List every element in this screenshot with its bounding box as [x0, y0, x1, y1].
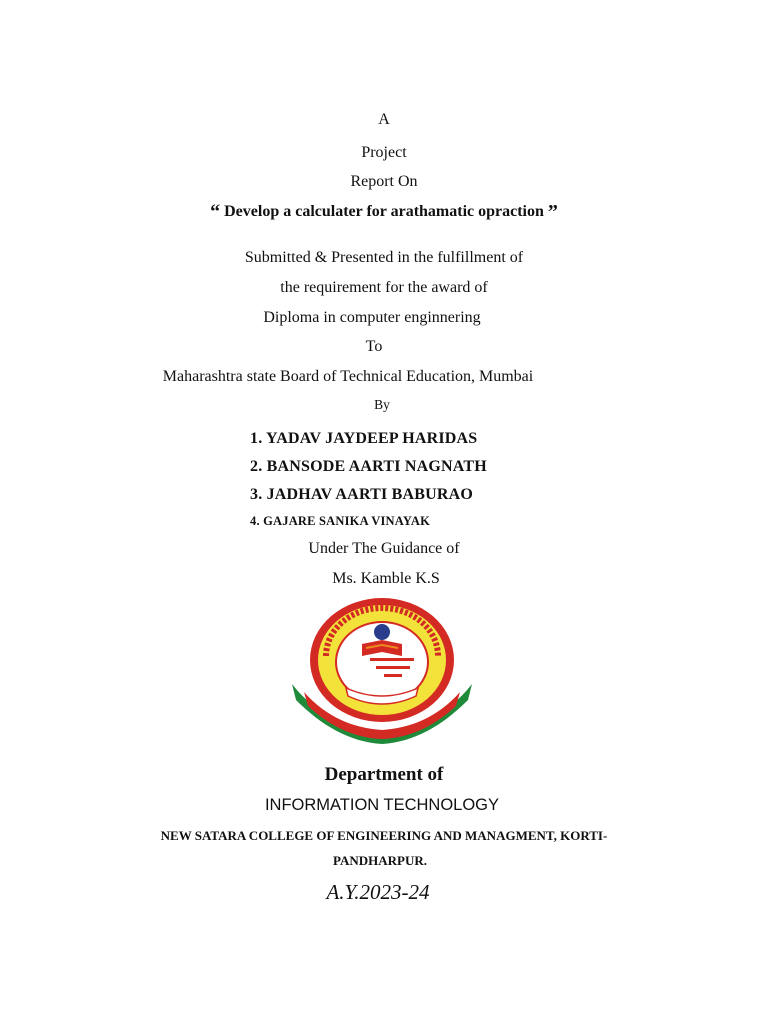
student-4: 4. GAJARE SANIKA VINAYAK: [250, 514, 431, 528]
college-emblem-icon: [282, 596, 482, 748]
board-line: Maharashtra state Board of Technical Education, Mumbai: [162, 368, 534, 385]
college-line-1: NEW SATARA COLLEGE OF ENGINEERING AND MANAGMENT, KORTI-: [160, 828, 608, 843]
guide-name: Ms. Kamble K.S: [332, 570, 440, 587]
student-1: 1. YADAV JAYDEEP HARIDAS: [250, 430, 478, 447]
academic-year: A.Y.2023-24: [326, 880, 430, 904]
by-line: By: [374, 397, 390, 412]
cover-report-on: Report On: [350, 173, 418, 190]
submitted-line-1: Submitted & Presented in the fulfillment of: [244, 249, 524, 266]
student-2: 2. BANSODE AARTI NAGNATH: [250, 458, 487, 475]
to-line: To: [365, 338, 383, 355]
project-title-line: [0, 201, 768, 224]
submitted-line-2: the requirement for the award of: [280, 279, 488, 296]
title-close-quote: ”: [547, 201, 558, 223]
guidance-label: Under The Guidance of: [308, 540, 460, 557]
department-name: INFORMATION TECHNOLOGY: [264, 796, 500, 814]
title-open-quote: “: [210, 201, 221, 223]
project-title: Develop a calculater for arathamatic opraction: [224, 203, 544, 220]
college-line-2: PANDHARPUR.: [333, 853, 427, 868]
department-label: Department of: [324, 764, 444, 785]
student-3: 3. JADHAV AARTI BABURAO: [250, 486, 474, 503]
diploma-line: Diploma in computer enginnering: [263, 309, 481, 326]
cover-letter-a: A: [378, 111, 390, 128]
cover-project: Project: [361, 144, 407, 161]
